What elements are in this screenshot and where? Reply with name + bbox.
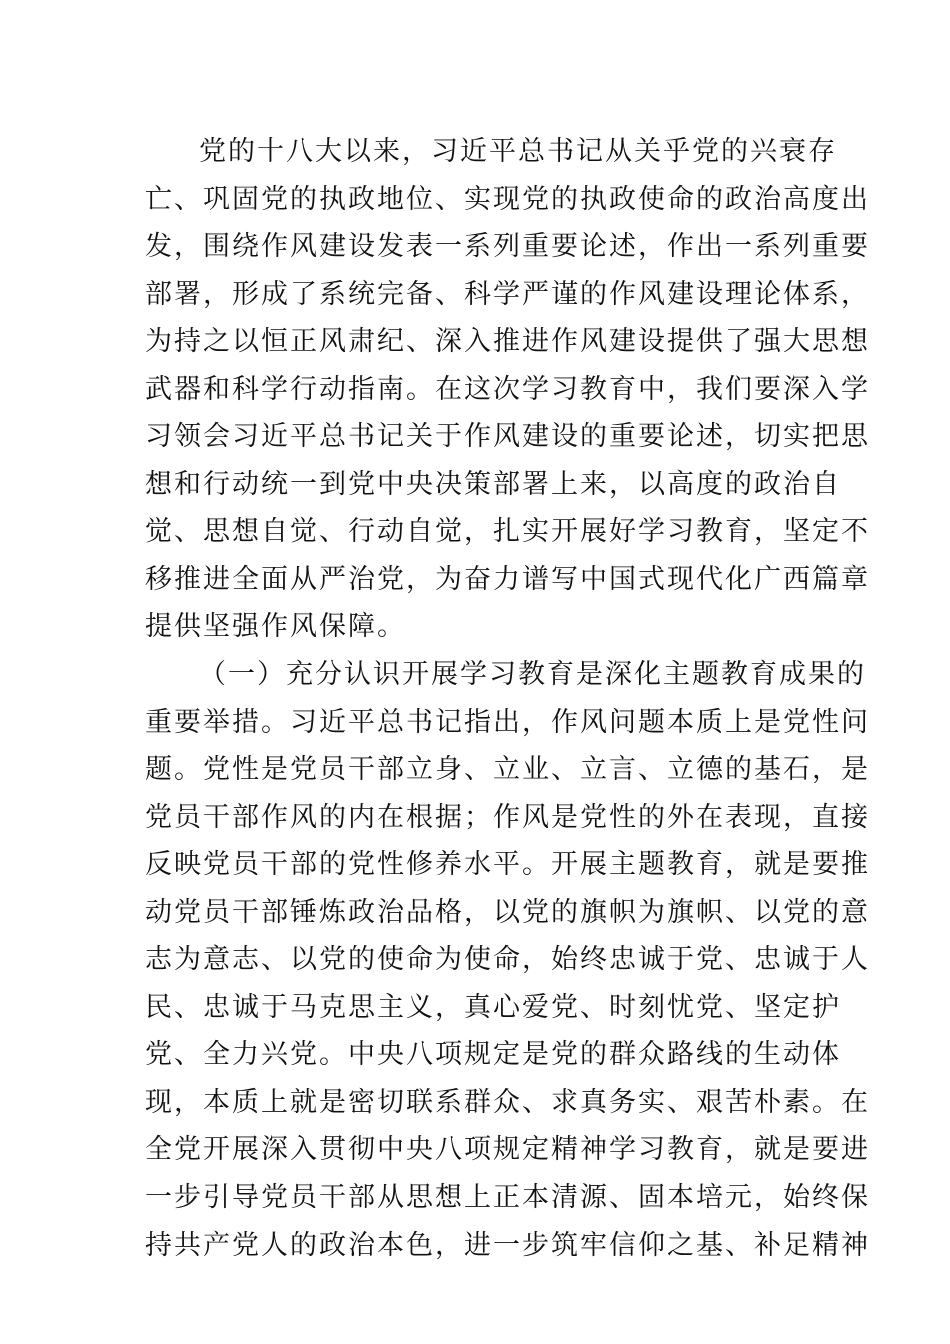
paragraph-line: 觉、思想自觉、行动自觉，扎实开展好学习教育，坚定不 (145, 516, 870, 548)
paragraph-line: 动党员干部锤炼政治品格，以党的旗帜为旗帜、以党的意 (145, 896, 870, 928)
intro-paragraph (145, 128, 870, 651)
paragraph-line: 持共产党人的政治本色，进一步筑牢信仰之基、补足精神 (145, 1229, 870, 1261)
section-heading-line: （一）充分认识开展学习教育是深化主题教育成果的 (199, 659, 866, 691)
paragraph-line: 一步引导党员干部从思想上正本清源、固本培元，始终保 (145, 1182, 870, 1214)
paragraph-line: 全党开展深入贯彻中央八项规定精神学习教育，就是要进 (145, 1134, 870, 1166)
paragraph-line: 民、忠诚于马克思主义，真心爱党、时刻忧党、坚定护 (145, 991, 841, 1023)
paragraph-line: 武器和科学行动指南。在这次学习教育中，我们要深入学 (145, 373, 870, 405)
paragraph-line: 党员干部作风的内在根据；作风是党性的外在表现，直接 (145, 801, 870, 833)
paragraph-line: 党、全力兴党。中央八项规定是党的群众路线的生动体 (145, 1039, 841, 1071)
paragraph-line: 发，围绕作风建设发表一系列重要论述，作出一系列重要 (145, 231, 870, 263)
paragraph-line: 移推进全面从严治党，为奋力谱写中国式现代化广西篇章 (145, 563, 870, 595)
paragraph-line: 想和行动统一到党中央决策部署上来，以高度的政治自 (145, 468, 841, 500)
paragraph-line: 重要举措。习近平总书记指出，作风问题本质上是党性问 (145, 706, 870, 738)
paragraph-line: 反映党员干部的党性修养水平。开展主题教育，就是要推 (145, 849, 870, 881)
paragraph-line: 提供坚强作风保障。 (145, 611, 406, 643)
paragraph-line: 党的十八大以来，习近平总书记从关乎党的兴衰存 (199, 136, 837, 167)
paragraph-line: 部署，形成了系统完备、科学严谨的作风建设理论体系， (145, 278, 870, 310)
paragraph-line: 题。党性是党员干部立身、立业、立言、立德的基石，是 (145, 754, 870, 786)
paragraph-line: 习领会习近平总书记关于作风建设的重要论述，切实把思 (145, 421, 870, 453)
paragraph-line: 现，本质上就是密切联系群众、求真务实、艰苦朴素。在 (145, 1086, 870, 1118)
section-one-paragraph (145, 651, 870, 1269)
document-body (145, 128, 870, 1269)
paragraph-line: 亡、巩固党的执政地位、实现党的执政使命的政治高度出 (145, 183, 870, 215)
paragraph-line: 为持之以恒正风肃纪、深入推进作风建设提供了强大思想 (145, 326, 870, 358)
paragraph-line: 志为意志、以党的使命为使命，始终忠诚于党、忠诚于人 (145, 944, 870, 976)
